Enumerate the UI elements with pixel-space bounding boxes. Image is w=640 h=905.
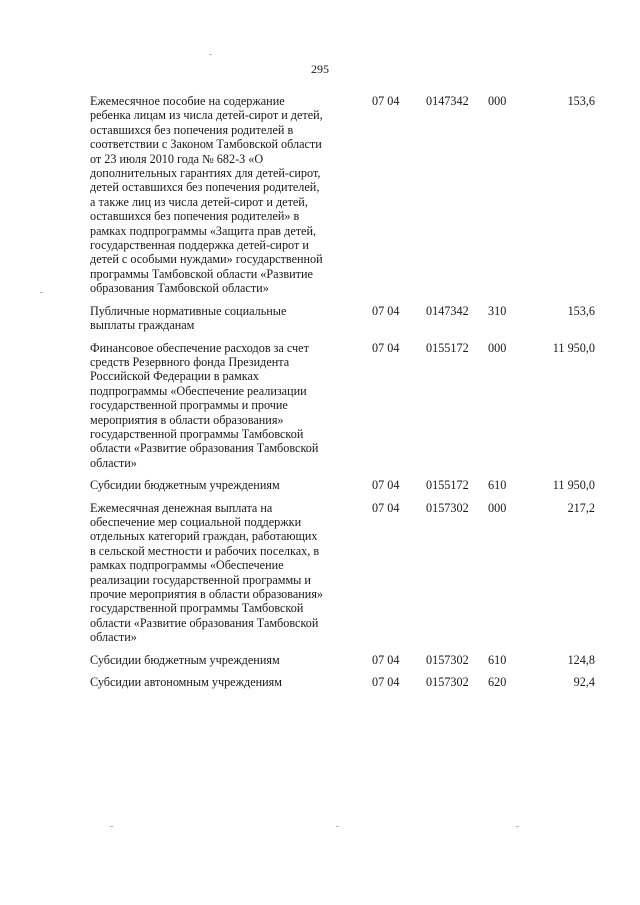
row-target-code: 0157302 <box>426 652 469 667</box>
table-row <box>90 478 595 492</box>
row-expense-kind: 000 <box>488 94 507 108</box>
row-description: Субсидии бюджетным учреждениям <box>90 478 280 493</box>
row-target-code: 0157302 <box>426 500 469 515</box>
row-description: Субсидии автономным учреждениям <box>90 675 282 690</box>
row-description: Субсидии бюджетным учреждениям <box>90 652 280 667</box>
row-amount: 11 950,0 <box>552 478 595 493</box>
table-row <box>90 653 595 667</box>
row-target-code: 0147342 <box>426 94 469 108</box>
row-expense-kind: 610 <box>488 478 507 493</box>
row-amount: 11 950,0 <box>552 340 595 355</box>
row-expense-kind: 620 <box>488 675 507 690</box>
row-expense-kind: 310 <box>488 303 507 318</box>
row-expense-kind: 610 <box>488 652 507 667</box>
page-number: 295 <box>311 62 329 76</box>
row-amount: 92,4 <box>573 675 595 690</box>
table-row <box>90 94 595 296</box>
row-expense-kind: 000 <box>488 340 507 355</box>
row-section: 07 04 <box>372 675 400 690</box>
row-section: 07 04 <box>372 303 400 318</box>
scan-mark <box>516 826 519 827</box>
scan-mark <box>40 292 43 293</box>
row-amount: 124,8 <box>567 652 595 667</box>
row-description: Ежемесячное пособие на содержание ребенка лицам из числа детей-сирот и детей, оставшихся без попечения родителей в соответствии с Законом Тамбовской области от 23 июля 2010 года № 682-З «О дополнительных гарантиях для детей-сирот, детей оставшихся без попечения родителей, а также лиц из числа детей-сирот и детей, оставшихся без попечения родителей» в рамках подпрограммы «Защита прав детей, государственная поддержка детей-сирот и детей с особыми нуждами» государственной программы Тамбовской области «Развитие образования Тамбовской области» <box>90 94 323 296</box>
row-amount: 153,6 <box>567 94 595 108</box>
row-expense-kind: 000 <box>488 500 507 515</box>
scan-mark <box>209 54 212 55</box>
row-amount: 217,2 <box>567 500 595 515</box>
row-description: Публичные нормативные социальные выплаты гражданам <box>90 303 287 333</box>
row-amount: 153,6 <box>567 303 595 318</box>
budget-table <box>90 94 595 697</box>
row-section: 07 04 <box>372 94 400 108</box>
row-target-code: 0147342 <box>426 303 469 318</box>
row-target-code: 0155172 <box>426 340 469 355</box>
table-row <box>90 675 595 689</box>
scan-mark <box>336 826 339 827</box>
row-description: Финансовое обеспечение расходов за счет средств Резервного фонда Президента Российской Федерации в рамках подпрограммы «Обеспечение реализации государственной программы и прочие мероприятия в области образования» государственной программы Тамбовской области «Развитие образования Тамбовской области» <box>90 340 319 470</box>
table-row <box>90 341 595 471</box>
row-section: 07 04 <box>372 478 400 493</box>
row-description: Ежемесячная денежная выплата на обеспечение мер социальной поддержки отдельных категорий граждан, работающих в сельской местности и рабочих поселках, в рамках подпрограммы «Обеспечение реализации государственной программы и прочие мероприятия в области образования» государственной программы Тамбовской области «Развитие образования Тамбовской области» <box>90 500 324 645</box>
row-target-code: 0157302 <box>426 675 469 690</box>
scan-mark <box>110 826 113 827</box>
row-section: 07 04 <box>372 652 400 667</box>
row-target-code: 0155172 <box>426 478 469 493</box>
row-section: 07 04 <box>372 340 400 355</box>
table-row <box>90 501 595 645</box>
row-section: 07 04 <box>372 500 400 515</box>
table-row <box>90 304 595 333</box>
